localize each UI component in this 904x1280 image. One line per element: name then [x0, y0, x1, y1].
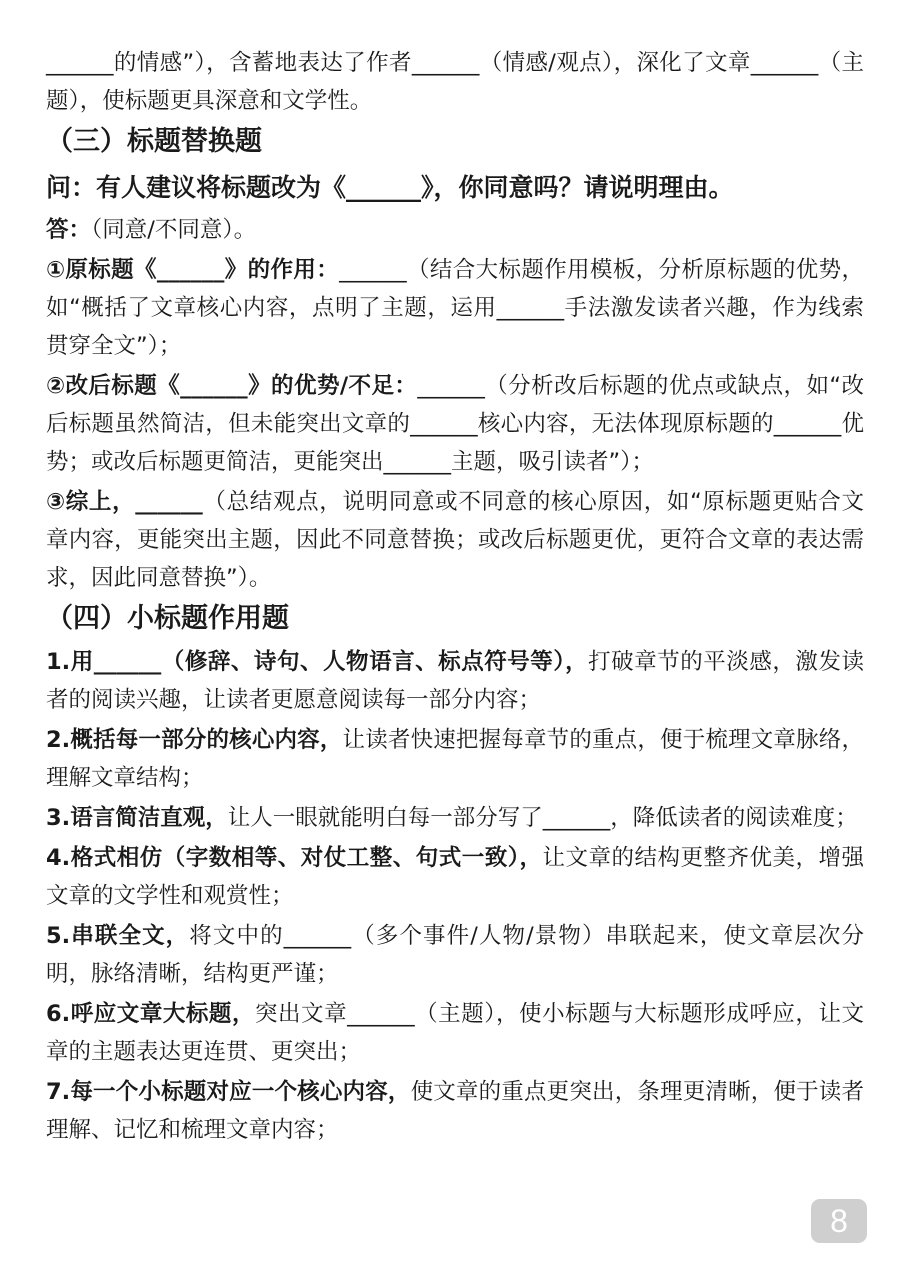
section-4-item-1 [46, 643, 864, 719]
section-3-heading: （三）标题替换题 [46, 126, 262, 157]
section-4-item-5 [46, 917, 864, 993]
item-text: 让读者快速把握每章节的重点，便于梳理文章脉络，理解文章结构； [46, 727, 864, 791]
section-3-answer [46, 211, 864, 249]
item-text: 将文中的______（多个事件/人物/景物）串联起来，使文章层次分明，脉络清晰，结构更严谨； [46, 923, 865, 987]
section-3-item-2 [46, 367, 864, 481]
item-text: 使文章的重点更突出，条理更清晰，便于读者理解、记忆和梳理文章内容； [46, 1079, 864, 1143]
item-lead: ②改后标题《______》的优势/不足： [46, 373, 418, 399]
item-text: ______（分析改后标题的优点或缺点，如“改后标题虽然简洁，但未能突出文章的______核心内容，无法体现原标题的______优势；或改后标题更简洁，更能突出______主题，吸引读者”）； [46, 373, 864, 475]
item-text: 突出文章______（主题），使小标题与大标题形成呼应，让文章的主题表达更连贯、更突出； [46, 1001, 864, 1065]
section-4-heading: （四）小标题作用题 [46, 603, 289, 634]
section-4-item-3 [46, 799, 864, 837]
section-4-item-6 [46, 995, 864, 1071]
section-3-question: 问：有人建议将标题改为《______》，你同意吗？请说明理由。 [46, 173, 734, 202]
item-lead: 6.呼应文章大标题， [46, 1001, 255, 1027]
item-lead: 3.语言简洁直观， [46, 805, 228, 831]
section-3-item-3 [46, 483, 864, 597]
item-text: （总结观点，说明同意或不同意的核心原因，如“原标题更贴合文章内容，更能突出主题，因此不同意替换；或改后标题更优，更符合文章的表达需求，因此同意替换”）。 [46, 489, 864, 591]
item-text: 让人一眼就能明白每一部分写了______，降低读者的阅读难度； [227, 805, 858, 831]
page-number-badge: 8 [811, 1199, 867, 1243]
item-lead: 4.格式相仿（字数相等、对仗工整、句式一致）， [46, 845, 543, 871]
intro-paragraph: ______的情感”），含蓄地表达了作者______（情感/观点），深化了文章______（主题），使标题更具深意和文学性。 [46, 50, 864, 114]
document-page [46, 44, 864, 1149]
item-lead: 7.每一个小标题对应一个核心内容， [46, 1079, 411, 1105]
item-text: 让文章的结构更整齐优美，增强文章的文学性和观赏性； [46, 845, 864, 909]
item-lead: 2.概括每一部分的核心内容， [46, 727, 343, 753]
section-4-item-2 [46, 721, 864, 797]
answer-text: （同意/不同意）。 [91, 217, 257, 243]
section-4-item-7 [46, 1073, 864, 1149]
item-text: 打破章节的平淡感，激发读者的阅读兴趣，让读者更愿意阅读每一部分内容； [46, 649, 864, 713]
item-lead: ③综上，______ [46, 489, 203, 515]
item-text: ______（结合大标题作用模板，分析原标题的优势，如“概括了文章核心内容，点明了主题，运用______手法激发读者兴趣，作为线索贯穿全文”）； [46, 257, 864, 359]
section-3-item-1 [46, 251, 864, 365]
item-lead: 1.用______（修辞、诗句、人物语言、标点符号等）， [46, 649, 589, 675]
item-lead: 5.串联全文， [46, 923, 190, 949]
answer-label: 答： [46, 217, 92, 243]
section-4-item-4 [46, 839, 864, 915]
item-lead: ①原标题《______》的作用： [46, 257, 340, 283]
